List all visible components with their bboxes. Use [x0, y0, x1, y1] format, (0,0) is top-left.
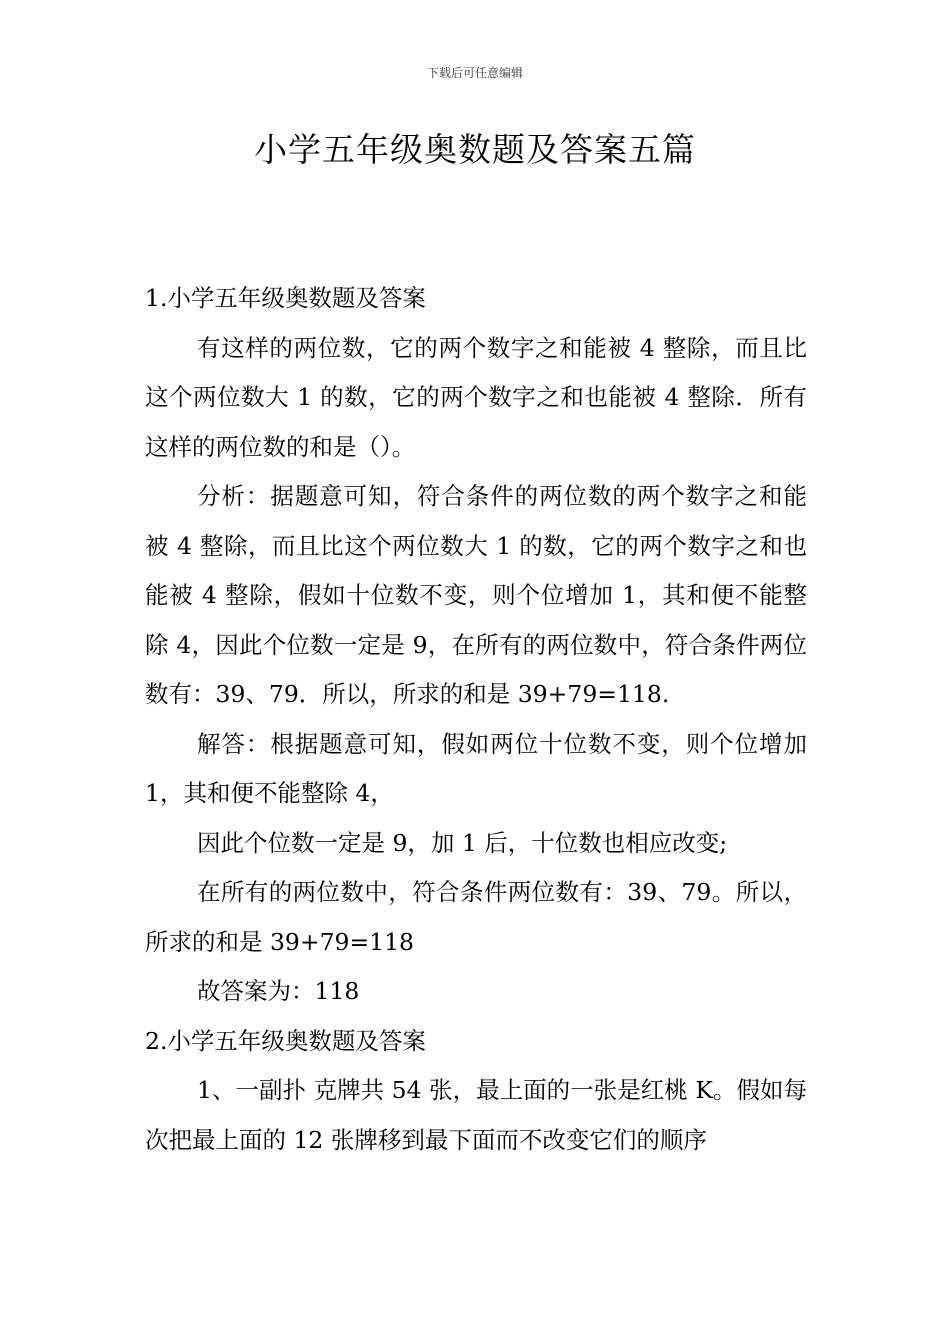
section-heading-2: 2.小学五年级奥数题及答案: [145, 1026, 426, 1055]
solution-paragraph-2: 因此个位数一定是 9，加 1 后，十位数也相应改变;: [197, 828, 728, 857]
solution-paragraph-3: 在所有的两位数中，符合条件两位数有：39、79。所以，所求的和是 39+79=118: [145, 878, 807, 956]
question-paragraph-2: 1、一副扑 克牌共 54 张，最上面的一张是红桃 K。假如每次把最上面的 12 张牌移到最下面而不改变它们的顺序: [145, 1076, 807, 1154]
header-note: 下载后可任意编辑: [426, 66, 523, 80]
section-heading-1: 1.小学五年级奥数题及答案: [145, 284, 426, 312]
solution-paragraph: 解答：根据题意可知，假如两位十位数不变，则个位增加 1，其和便不能整除 4，: [145, 729, 807, 807]
document-body: [145, 274, 807, 1165]
analysis-paragraph: 分析：据题意可知，符合条件的两位数的两个数字之和能被 4 整除，而且比这个两位数大 1 的数，它的两个数字之和也能被 4 整除，假如十位数不变，则个位增加 1，其和便不能整除 4，因此个位数一定是 9，在所有的两位数中，符合条件两位数有：39、79．所以，所求的和是 39+79=118.: [145, 482, 807, 708]
document-title: 小学五年级奥数题及答案五篇: [254, 130, 696, 169]
answer-paragraph: 故答案为：118: [197, 977, 360, 1005]
question-paragraph: 有这样的两位数，它的两个数字之和能被 4 整除，而且比这个两位数大 1 的数，它的两个数字之和也能被 4 整除．所有这样的两位数的和是（）。: [145, 333, 807, 461]
